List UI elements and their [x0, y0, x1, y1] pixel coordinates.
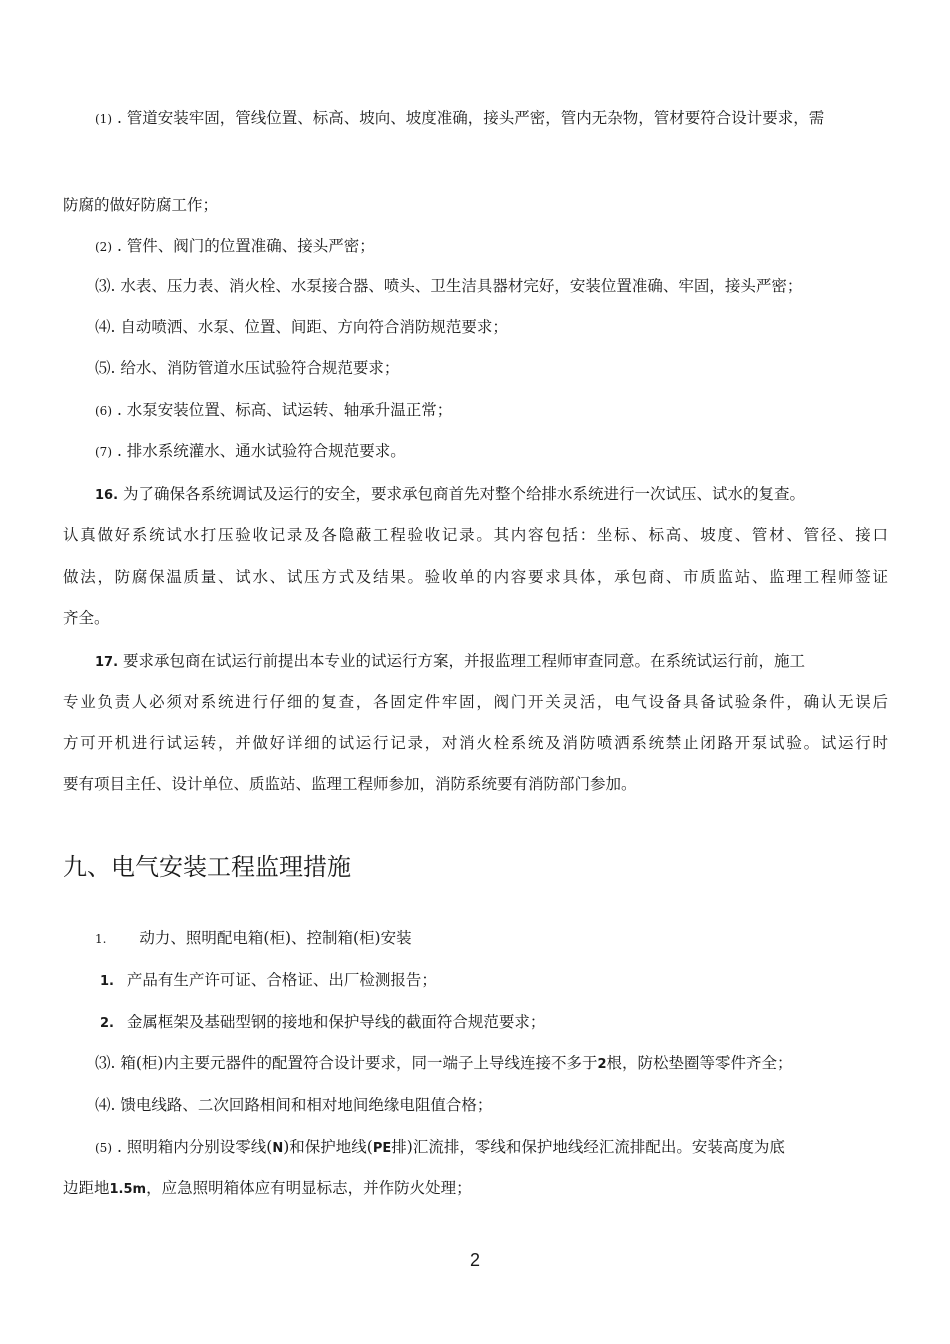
sub-item-2-number: 2.	[100, 1016, 114, 1031]
sub-item-5-height: 1.5m	[109, 1182, 147, 1197]
sub-item-3-text-a: ⑶. 箱(柜)内主要元器件的配置符合设计要求，同一端子上导线连接不多于	[95, 1054, 598, 1072]
para-17-text-1: 要求承包商在试运行前提出本专业的试运行方案，并报监理工程师审查同意。在系统试运行前，施工	[122, 652, 805, 670]
item-7-text: . 排水系统灌水、通水试验符合规范要求。	[116, 442, 406, 460]
item-3: ⑶. 水表、压力表、消火栓、水泵接合器、喷头、卫生洁具器材完好，安装位置准确、牢固，接头严密；	[95, 277, 803, 295]
sub-item-5	[95, 1137, 888, 1159]
item-5: ⑸. 给水、消防管道水压试验符合规范要求；	[95, 359, 400, 377]
item-7	[95, 441, 888, 462]
sub-item-1	[100, 970, 888, 992]
sub-item-5-n: N	[272, 1141, 284, 1156]
sub-item-3	[95, 1053, 888, 1075]
sub-item-5-text-a: . 照明箱内分别设零线(	[116, 1138, 273, 1156]
para-17-line-3: 方可开机进行试运转，并做好详细的试运行记录，对消火栓系统及消防喷洒系统禁止闭路开泵试验。试运行时	[63, 734, 888, 752]
sub-item-2-text: 金属框架及基础型钢的接地和保护导线的截面符合规范要求；	[126, 1013, 546, 1031]
item-4: ⑷. 自动喷洒、水泵、位置、间距、方向符合消防规范要求；	[95, 318, 508, 336]
para-16-line-1	[95, 484, 888, 506]
page-number: 2	[469, 1250, 480, 1270]
para-16-number: 16.	[95, 488, 119, 503]
para-17-line-2: 专业负责人必须对系统进行仔细的复查，各固定件牢固，阀门开关灵活，电气设备具备试验条件，确认无误后	[63, 693, 888, 711]
sub-item-1-text: 产品有生产许可证、合格证、出厂检测报告；	[126, 971, 437, 989]
para-16-text-1: 为了确保各系统调试及运行的安全，要求承包商首先对整个给排水系统进行一次试压、试水的复查。	[122, 485, 805, 503]
section-heading: 九、电气安装工程监理措施	[63, 853, 351, 881]
sub-item-5-l2-c: ，应急照明箱体应有明显标志，并作防火处理；	[146, 1179, 472, 1197]
sub-item-5-pe: PE	[372, 1141, 392, 1156]
item-6-text: . 水泵安装位置、标高、试运转、轴承升温正常；	[116, 401, 453, 419]
sub-item-5-line-2	[63, 1178, 888, 1200]
sub-item-2	[100, 1012, 888, 1034]
sub-item-4: ⑷. 馈电线路、二次回路相间和相对地间绝缘电阻值合格；	[95, 1096, 493, 1114]
sub-item-5-l2-a: 边距地	[63, 1179, 110, 1197]
item-6-number: (6)	[95, 404, 112, 418]
para-17-line-1	[95, 651, 888, 673]
para-16-line-2: 认真做好系统试水打压验收记录及各隐蔽工程验收记录。其内容包括：坐标、标高、坡度、管材、管径、接口	[63, 526, 888, 544]
sub-item-1-number: 1.	[100, 974, 114, 989]
item-2	[95, 236, 888, 257]
sub-item-5-text-b: )和保护地线(	[283, 1138, 373, 1156]
item-1-text: . 管道安装牢固，管线位置、标高、坡向、坡度准确，接头严密，管内无杂物，管材要符合设计要求，需	[116, 109, 825, 127]
subsection-1-number: 1.	[95, 932, 107, 946]
item-1-number: (1)	[95, 112, 112, 126]
para-17-line-4: 要有项目主任、设计单位、质监站、监理工程师参加，消防系统要有消防部门参加。	[63, 775, 637, 793]
sub-item-5-text-c: 排)汇流排，零线和保护地线经汇流排配出。安装高度为底	[391, 1138, 785, 1156]
item-7-number: (7)	[95, 445, 112, 459]
item-2-text: . 管件、阀门的位置准确、接头严密；	[116, 237, 375, 255]
sub-item-5-number: (5)	[95, 1141, 112, 1155]
para-16-line-4: 齐全。	[63, 609, 110, 627]
para-17-number: 17.	[95, 655, 119, 670]
item-2-number: (2)	[95, 240, 112, 254]
item-6	[95, 400, 888, 421]
para-16-line-3: 做法，防腐保温质量、试水、试压方式及结果。验收单的内容要求具体，承包商、市质监站、监理工程师签证	[63, 568, 888, 586]
item-1-continuation: 防腐的做好防腐工作；	[63, 196, 219, 214]
subsection-1	[95, 928, 888, 949]
item-1	[95, 108, 888, 129]
subsection-1-title: 动力、照明配电箱(柜)、控制箱(柜)安装	[139, 929, 412, 947]
sub-item-3-count: 2	[597, 1057, 607, 1072]
sub-item-3-text-c: 根，防松垫圈等零件齐全；	[606, 1054, 793, 1072]
